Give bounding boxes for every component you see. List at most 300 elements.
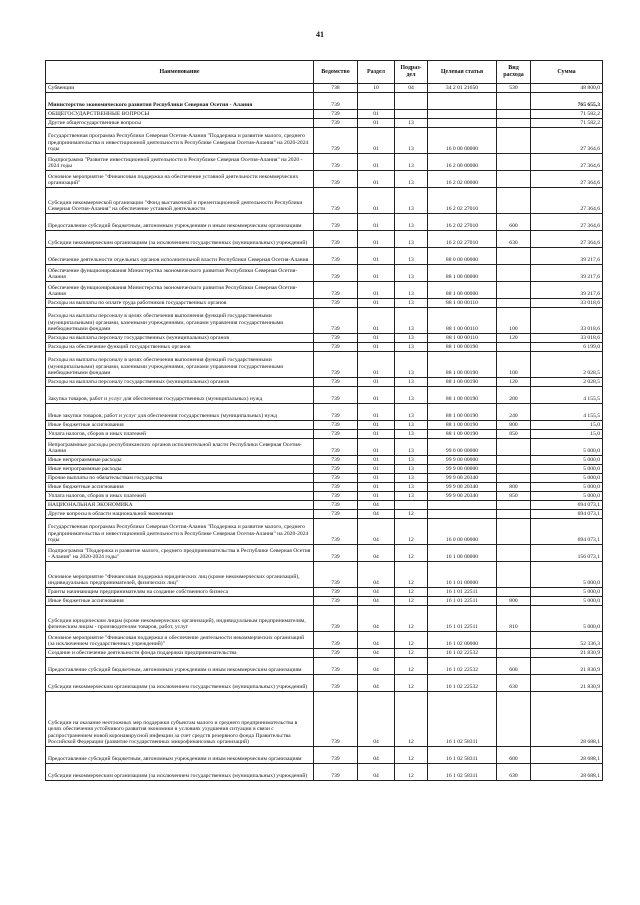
- cell-vid: 100: [497, 352, 531, 378]
- table-row: [46, 675, 603, 692]
- table-row: [46, 154, 603, 171]
- cell-pod: 13: [395, 352, 428, 378]
- cell-ved: 739: [314, 231, 358, 248]
- cell-vid: 630: [497, 231, 531, 248]
- cell-vid: 120: [497, 378, 531, 387]
- cell-pod: 13: [395, 378, 428, 387]
- cell-name: Субсидии некоммерческой организации "Фонд выставочной и презентационной деятельности Республики Северная Осетия-Алания" на обеспечение уставной деятельности: [46, 188, 314, 214]
- cell-ved: 739: [314, 421, 358, 430]
- cell-ved: 738: [314, 84, 358, 93]
- cell-pod: 13: [395, 308, 428, 334]
- cell-st: 88 1 00 00110: [428, 308, 497, 334]
- cell-ved: 739: [314, 439, 358, 456]
- cell-name: Расходы на выплаты персоналу в целях обеспечения выполнения функций государственными (муниципальными) органами, казенными учреждениями, органами управления государственными внебюджетными фондами: [46, 352, 314, 378]
- cell-name: Расходы на выплаты персоналу государственных (муниципальных) органов: [46, 334, 314, 343]
- table-row: [46, 308, 603, 334]
- cell-name: Предоставление субсидий бюджетным, автономным учреждениям и иным некоммерческим организациям: [46, 747, 314, 764]
- cell-ved: 739: [314, 154, 358, 171]
- cell-st: 16 1 02 58311: [428, 764, 497, 781]
- cell-ved: 739: [314, 430, 358, 439]
- cell-pod: 13: [395, 421, 428, 430]
- table-row: [46, 649, 603, 658]
- cell-sum: 5 000,0: [531, 606, 603, 632]
- cell-sum: 27 364,6: [531, 128, 603, 154]
- cell-ved: 739: [314, 692, 358, 747]
- cell-name: Предоставление субсидий бюджетным, автономным учреждениям и иным некоммерческим организациям: [46, 658, 314, 675]
- cell-raz: 04: [358, 545, 395, 562]
- table-row: [46, 692, 603, 747]
- cell-ved: 739: [314, 606, 358, 632]
- cell-raz: 04: [358, 606, 395, 632]
- table-row: [46, 501, 603, 510]
- cell-sum: 33 018,6: [531, 308, 603, 334]
- table-row: [46, 562, 603, 588]
- cell-name: Непрограммные расходы республиканских органов исполнительной власти Республики Северная Осетия-Алания: [46, 439, 314, 456]
- cell-sum: 39 217,6: [531, 248, 603, 265]
- cell-vid: 850: [497, 430, 531, 439]
- cell-ved: 739: [314, 128, 358, 154]
- cell-pod: [395, 501, 428, 510]
- cell-name: Основное мероприятие "Финансовая поддержка и обеспечение деятельности некоммерческих организаций (за исключением государственных учреждений)": [46, 632, 314, 649]
- table-header-row: [46, 61, 603, 84]
- cell-sum: 4 155,5: [531, 404, 603, 421]
- cell-pod: 13: [395, 119, 428, 128]
- cell-name: Иные бюджетные ассигнования: [46, 597, 314, 606]
- table-row: [46, 282, 603, 299]
- cell-ved: 739: [314, 519, 358, 545]
- table-row: [46, 188, 603, 214]
- cell-st: [428, 119, 497, 128]
- cell-name: Расходы на обеспечение функций государственных органов: [46, 343, 314, 352]
- cell-raz: 04: [358, 501, 395, 510]
- table-row: [46, 519, 603, 545]
- cell-name: Уплата налогов, сборов и иных платежей: [46, 492, 314, 501]
- cell-name: Субвенции: [46, 84, 314, 93]
- cell-st: 88 0 00 00000: [428, 248, 497, 265]
- table-row: [46, 747, 603, 764]
- cell-st: 88 1 00 00190: [428, 387, 497, 404]
- cell-name: Расходы на выплаты персоналу в целях обеспечения выполнения функций государственными (муниципальными) органами, казенными учреждениями, органами управления государственными внебюджетными фондами: [46, 308, 314, 334]
- cell-ved: 739: [314, 93, 358, 110]
- cell-vid: [497, 474, 531, 483]
- table-row: [46, 231, 603, 248]
- table-row: [46, 632, 603, 649]
- table-row: [46, 110, 603, 119]
- cell-vid: [497, 343, 531, 352]
- cell-sum: 156 073,1: [531, 545, 603, 562]
- cell-sum: 27 364,6: [531, 231, 603, 248]
- cell-pod: 12: [395, 649, 428, 658]
- table-row: [46, 430, 603, 439]
- cell-raz: 01: [358, 439, 395, 456]
- cell-pod: 13: [395, 248, 428, 265]
- cell-st: 16 1 02 00000: [428, 632, 497, 649]
- cell-sum: 21 830,9: [531, 649, 603, 658]
- cell-st: [428, 93, 497, 110]
- cell-vid: [497, 501, 531, 510]
- cell-sum: 27 364,6: [531, 214, 603, 231]
- cell-vid: 850: [497, 492, 531, 501]
- table-row: [46, 378, 603, 387]
- cell-ved: 739: [314, 492, 358, 501]
- cell-st: 88 1 00 00190: [428, 404, 497, 421]
- cell-sum: 5 000,0: [531, 492, 603, 501]
- cell-pod: 13: [395, 456, 428, 465]
- cell-raz: 04: [358, 632, 395, 649]
- table-row: [46, 214, 603, 231]
- cell-ved: 739: [314, 658, 358, 675]
- cell-raz: 01: [358, 231, 395, 248]
- cell-pod: 13: [395, 430, 428, 439]
- cell-sum: 33 018,6: [531, 334, 603, 343]
- cell-ved: 739: [314, 465, 358, 474]
- cell-raz: 01: [358, 119, 395, 128]
- cell-vid: 600: [497, 658, 531, 675]
- cell-pod: 13: [395, 404, 428, 421]
- cell-pod: 12: [395, 562, 428, 588]
- cell-pod: [395, 110, 428, 119]
- cell-pod: 13: [395, 282, 428, 299]
- table-row: [46, 93, 603, 110]
- cell-st: 99 9 00 00000: [428, 465, 497, 474]
- cell-pod: 12: [395, 545, 428, 562]
- table-row: [46, 421, 603, 430]
- cell-name: Иные непрограммные расходы: [46, 465, 314, 474]
- cell-vid: [497, 154, 531, 171]
- table-row: [46, 658, 603, 675]
- header-name: Наименование: [46, 61, 314, 84]
- cell-ved: 739: [314, 110, 358, 119]
- table-row: [46, 299, 603, 308]
- cell-raz: 04: [358, 747, 395, 764]
- cell-st: 16 0 00 00000: [428, 519, 497, 545]
- cell-sum: 5 000,0: [531, 439, 603, 456]
- cell-name: ОБЩЕГОСУДАРСТВЕННЫЕ ВОПРОСЫ: [46, 110, 314, 119]
- cell-ved: 739: [314, 352, 358, 378]
- header-statya: Целевая статья: [428, 61, 497, 84]
- cell-sum: 694 073,1: [531, 519, 603, 545]
- cell-st: 16 1 02 22532: [428, 675, 497, 692]
- cell-vid: 630: [497, 764, 531, 781]
- cell-vid: [497, 171, 531, 188]
- cell-st: 99 0 00 00000: [428, 439, 497, 456]
- cell-sum: 6 199,0: [531, 343, 603, 352]
- cell-raz: 04: [358, 658, 395, 675]
- table-row: [46, 387, 603, 404]
- cell-raz: 04: [358, 675, 395, 692]
- cell-sum: 5 000,0: [531, 456, 603, 465]
- cell-pod: 12: [395, 692, 428, 747]
- cell-sum: 2 028,5: [531, 352, 603, 378]
- cell-ved: 739: [314, 171, 358, 188]
- table-row: [46, 128, 603, 154]
- cell-st: 88 1 00 00000: [428, 265, 497, 282]
- cell-ved: 739: [314, 483, 358, 492]
- cell-raz: 01: [358, 214, 395, 231]
- cell-sum: 71 582,2: [531, 119, 603, 128]
- cell-st: 99 9 00 20340: [428, 483, 497, 492]
- cell-sum: 5 000,0: [531, 597, 603, 606]
- cell-ved: 739: [314, 597, 358, 606]
- cell-vid: 120: [497, 334, 531, 343]
- cell-raz: 01: [358, 421, 395, 430]
- cell-pod: 13: [395, 188, 428, 214]
- cell-pod: 13: [395, 439, 428, 456]
- cell-sum: 33 018,6: [531, 299, 603, 308]
- cell-sum: 39 217,6: [531, 265, 603, 282]
- cell-ved: 739: [314, 378, 358, 387]
- cell-ved: 739: [314, 510, 358, 519]
- cell-vid: [497, 248, 531, 265]
- table-row: [46, 171, 603, 188]
- table-row: [46, 248, 603, 265]
- cell-ved: 739: [314, 119, 358, 128]
- table-row: [46, 343, 603, 352]
- cell-vid: [497, 632, 531, 649]
- cell-name: Субсидии некоммерческим организациям (за исключением государственных (муниципальных) учреждений): [46, 675, 314, 692]
- cell-vid: [497, 128, 531, 154]
- table-row: [46, 588, 603, 597]
- table-row: [46, 334, 603, 343]
- cell-sum: 5 000,0: [531, 588, 603, 597]
- cell-ved: 739: [314, 404, 358, 421]
- cell-ved: 739: [314, 308, 358, 334]
- cell-vid: [497, 465, 531, 474]
- cell-pod: 12: [395, 606, 428, 632]
- cell-raz: 01: [358, 282, 395, 299]
- cell-raz: 01: [358, 483, 395, 492]
- cell-st: 16 2 02 00000: [428, 171, 497, 188]
- cell-pod: 13: [395, 492, 428, 501]
- cell-raz: 04: [358, 519, 395, 545]
- cell-pod: 13: [395, 214, 428, 231]
- cell-raz: 01: [358, 378, 395, 387]
- cell-st: 16 0 00 00000: [428, 128, 497, 154]
- cell-sum: 27 364,6: [531, 188, 603, 214]
- cell-pod: 13: [395, 483, 428, 492]
- cell-ved: 739: [314, 632, 358, 649]
- header-vedomstvo: Ведомство: [314, 61, 358, 84]
- cell-sum: 2 028,5: [531, 378, 603, 387]
- cell-vid: [497, 299, 531, 308]
- cell-ved: 739: [314, 474, 358, 483]
- cell-pod: 13: [395, 474, 428, 483]
- cell-raz: 01: [358, 387, 395, 404]
- cell-name: Государственная программа Республики Северная Осетия-Алания "Поддержка и развитие малого, среднего предпринимательства и инвестиционной деятельности в Республике Северная Осетия-Алания" на 2020-2024 годы: [46, 128, 314, 154]
- cell-ved: 739: [314, 282, 358, 299]
- cell-sum: 21 830,9: [531, 675, 603, 692]
- cell-st: [428, 110, 497, 119]
- table-row: [46, 439, 603, 456]
- cell-ved: 739: [314, 562, 358, 588]
- cell-raz: 01: [358, 352, 395, 378]
- cell-st: 88 1 00 00190: [428, 430, 497, 439]
- cell-pod: 12: [395, 632, 428, 649]
- cell-vid: [497, 119, 531, 128]
- cell-name: Подпрограмма "Развитие инвестиционной деятельности в Республике Северная Осетия-Алания" на 2020 - 2024 годы: [46, 154, 314, 171]
- cell-ved: 739: [314, 764, 358, 781]
- cell-pod: 13: [395, 128, 428, 154]
- cell-pod: [395, 93, 428, 110]
- cell-st: 99 9 00 20340: [428, 492, 497, 501]
- cell-ved: 739: [314, 501, 358, 510]
- page-number: 41: [316, 30, 324, 39]
- cell-sum: 27 364,6: [531, 171, 603, 188]
- cell-pod: 13: [395, 171, 428, 188]
- cell-ved: 739: [314, 675, 358, 692]
- header-razdel: Раздел: [358, 61, 395, 84]
- cell-name: Расходы на выплаты по оплате труда работников государственных органов: [46, 299, 314, 308]
- cell-name: Иные бюджетные ассигнования: [46, 483, 314, 492]
- table-row: [46, 456, 603, 465]
- table-row: [46, 510, 603, 519]
- cell-raz: 01: [358, 430, 395, 439]
- cell-vid: 600: [497, 214, 531, 231]
- cell-sum: 5 000,0: [531, 474, 603, 483]
- cell-ved: 739: [314, 299, 358, 308]
- cell-st: 88 1 00 00110: [428, 299, 497, 308]
- table-row: [46, 474, 603, 483]
- cell-st: 34 2 01 21650: [428, 84, 497, 93]
- cell-vid: 800: [497, 421, 531, 430]
- cell-name: Основное мероприятие "Финансовая поддержка юридических лиц (кроме некоммерческих организаций), индивидуальных предпринимателей, физических лиц": [46, 562, 314, 588]
- cell-vid: 630: [497, 675, 531, 692]
- cell-name: Подпрограмма "Поддержка и развитие малого, среднего предпринимательства в Республике Северная Осетия - Алания" на 2020-2024 годы": [46, 545, 314, 562]
- cell-raz: 04: [358, 649, 395, 658]
- cell-vid: [497, 456, 531, 465]
- cell-name: Создание и обеспечение деятельности фонда поддержки предпринимательства: [46, 649, 314, 658]
- cell-ved: 739: [314, 387, 358, 404]
- header-summa: Сумма: [531, 61, 603, 84]
- cell-raz: 04: [358, 692, 395, 747]
- cell-st: 16 1 02 22532: [428, 649, 497, 658]
- cell-name: Министерство экономического развития Республики Северная Осетия - Алания: [46, 93, 314, 110]
- cell-raz: [358, 93, 395, 110]
- cell-vid: [497, 188, 531, 214]
- table-row: [46, 764, 603, 781]
- cell-name: Субсидии юридическим лицам (кроме некоммерческих организаций), индивидуальным предпринимателям, физическим лицам - производителям товаров, работ, услуг: [46, 606, 314, 632]
- cell-vid: [497, 649, 531, 658]
- cell-raz: 10: [358, 84, 395, 93]
- cell-pod: 12: [395, 764, 428, 781]
- cell-sum: 52 336,3: [531, 632, 603, 649]
- cell-raz: 01: [358, 188, 395, 214]
- cell-sum: 765 655,3: [531, 93, 603, 110]
- cell-sum: 15,0: [531, 421, 603, 430]
- cell-pod: 13: [395, 334, 428, 343]
- cell-sum: 39 217,6: [531, 282, 603, 299]
- cell-sum: 48 800,0: [531, 84, 603, 93]
- cell-raz: 01: [358, 465, 395, 474]
- cell-sum: 15,0: [531, 430, 603, 439]
- cell-st: 16 2 02 27010: [428, 231, 497, 248]
- budget-table: [45, 60, 603, 781]
- cell-name: Субсидии на оказание неотложных мер поддержки субъектам малого и среднего предпринимательства в целях обеспечения устойчивого развития экономики в условиях ухудшения ситуации в связи с распространением новой коронавирусной инфекции за счет средств резервного фонда Правительства Российской Федерации (развитие государственных микрофинансовых организаций): [46, 692, 314, 747]
- cell-st: 16 1 00 00000: [428, 545, 497, 562]
- cell-raz: 01: [358, 110, 395, 119]
- cell-st: 16 1 02 58311: [428, 692, 497, 747]
- cell-raz: 04: [358, 562, 395, 588]
- cell-name: Иные непрограммные расходы: [46, 456, 314, 465]
- cell-vid: 800: [497, 597, 531, 606]
- cell-pod: 13: [395, 154, 428, 171]
- cell-pod: 13: [395, 299, 428, 308]
- table-row: [46, 84, 603, 93]
- cell-st: 16 1 02 22532: [428, 658, 497, 675]
- cell-vid: 200: [497, 387, 531, 404]
- cell-vid: 530: [497, 84, 531, 93]
- cell-raz: 01: [358, 265, 395, 282]
- cell-name: Закупка товаров, работ и услуг для обеспечения государственных (муниципальных) нужд: [46, 387, 314, 404]
- cell-st: 16 1 01 22511: [428, 588, 497, 597]
- cell-name: Обеспечение функционирования Министерства экономического развития Республики Северная Осетия-Алания: [46, 282, 314, 299]
- table-row: [46, 492, 603, 501]
- cell-pod: 13: [395, 387, 428, 404]
- cell-ved: 739: [314, 588, 358, 597]
- cell-vid: 810: [497, 606, 531, 632]
- cell-name: НАЦИОНАЛЬНАЯ ЭКОНОМИКА: [46, 501, 314, 510]
- cell-raz: 01: [358, 171, 395, 188]
- cell-raz: 01: [358, 128, 395, 154]
- cell-sum: 71 582,2: [531, 110, 603, 119]
- cell-ved: 739: [314, 265, 358, 282]
- table-body: [46, 84, 603, 781]
- cell-st: 99 9 00 00000: [428, 456, 497, 465]
- cell-ved: 739: [314, 649, 358, 658]
- cell-st: 16 1 01 22511: [428, 606, 497, 632]
- cell-pod: 12: [395, 519, 428, 545]
- cell-name: Иные закупки товаров, работ и услуг для обеспечения государственных (муниципальных) нужд: [46, 404, 314, 421]
- cell-pod: 13: [395, 231, 428, 248]
- header-vid: Вид расхода: [497, 61, 531, 84]
- cell-vid: [497, 282, 531, 299]
- cell-name: Другие общегосударственные вопросы: [46, 119, 314, 128]
- cell-sum: 694 073,1: [531, 510, 603, 519]
- cell-name: Государственная программа Республики Северная Осетия-Алания "Поддержка и развитие малого, среднего предпринимательства и инвестиционной деятельности в Республике Северная Осетия-Алания" на 2020-2024 годы: [46, 519, 314, 545]
- cell-sum: 21 830,9: [531, 658, 603, 675]
- cell-name: Прочие выплаты по обязательствам государства: [46, 474, 314, 483]
- cell-sum: 28 688,1: [531, 692, 603, 747]
- cell-st: 16 2 02 27010: [428, 188, 497, 214]
- table-row: [46, 352, 603, 378]
- cell-raz: 04: [358, 597, 395, 606]
- cell-st: 88 1 00 00110: [428, 334, 497, 343]
- cell-sum: 27 364,6: [531, 154, 603, 171]
- cell-ved: 739: [314, 747, 358, 764]
- cell-st: 88 1 00 00190: [428, 421, 497, 430]
- cell-pod: 12: [395, 597, 428, 606]
- cell-name: Гранты начинающим предпринимателям на создание собственного бизнеса: [46, 588, 314, 597]
- cell-st: 99 9 00 20340: [428, 474, 497, 483]
- cell-st: 16 1 01 22511: [428, 597, 497, 606]
- cell-st: 88 1 00 00190: [428, 352, 497, 378]
- cell-vid: [497, 588, 531, 597]
- cell-raz: 01: [358, 404, 395, 421]
- cell-name: Уплата налогов, сборов и иных платежей: [46, 430, 314, 439]
- cell-pod: 12: [395, 658, 428, 675]
- table-row: [46, 404, 603, 421]
- cell-raz: 01: [358, 334, 395, 343]
- cell-st: 88 1 00 00190: [428, 343, 497, 352]
- cell-vid: [497, 545, 531, 562]
- cell-sum: 4 155,5: [531, 387, 603, 404]
- table-row: [46, 265, 603, 282]
- cell-st: [428, 510, 497, 519]
- cell-sum: 694 073,1: [531, 501, 603, 510]
- cell-pod: 13: [395, 265, 428, 282]
- cell-vid: [497, 110, 531, 119]
- header-podrazdel: Подраз- дел: [395, 61, 428, 84]
